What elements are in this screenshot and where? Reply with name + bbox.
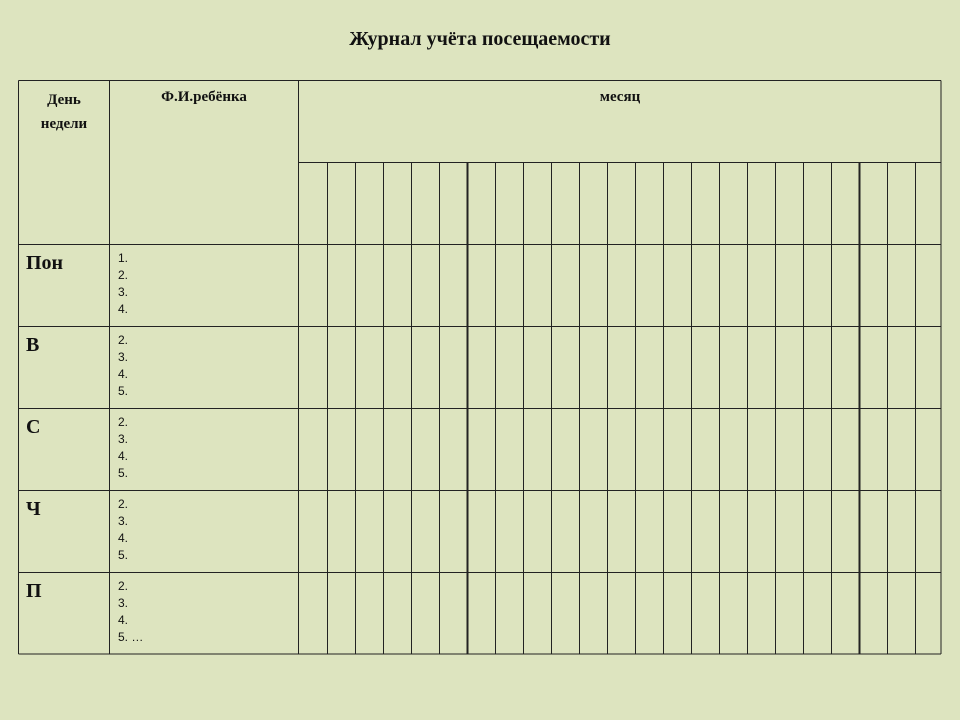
list-item: 2. xyxy=(118,497,129,511)
page-title: Журнал учёта посещаемости xyxy=(349,28,611,50)
row-names-list xyxy=(118,496,128,564)
list-item: 2. xyxy=(118,415,129,429)
table-grid xyxy=(18,80,942,655)
row-names-list xyxy=(118,414,128,482)
header-day-of-week: День недели xyxy=(40,92,88,132)
row-names-list xyxy=(118,332,128,400)
list-item: 5. … xyxy=(118,630,144,644)
attendance-table xyxy=(18,80,942,655)
list-item: 3. xyxy=(118,432,129,446)
row-day-label: Ч xyxy=(26,498,41,520)
list-item: 3. xyxy=(118,350,129,364)
list-item: 5. xyxy=(118,466,129,480)
row-names-list xyxy=(118,578,143,646)
row-day-label: С xyxy=(26,416,41,438)
header-month: месяц xyxy=(599,89,641,105)
list-item: 3. xyxy=(118,514,129,528)
list-item: 3. xyxy=(118,285,129,299)
list-item: 2. xyxy=(118,333,129,347)
row-names-list xyxy=(118,250,128,318)
list-item: 4. xyxy=(118,449,129,463)
list-item: 1. xyxy=(118,251,129,265)
list-item: 5. xyxy=(118,384,129,398)
list-item: 2. xyxy=(118,268,129,282)
list-item: 4. xyxy=(118,531,129,545)
row-day-label: Пон xyxy=(26,252,64,274)
list-item: 4. xyxy=(118,613,129,627)
list-item: 5. xyxy=(118,548,129,562)
row-day-label: В xyxy=(26,334,40,356)
list-item: 4. xyxy=(118,367,129,381)
row-day-label: П xyxy=(26,580,42,602)
list-item: 2. xyxy=(118,579,129,593)
list-item: 3. xyxy=(118,596,129,610)
header-child-name: Ф.И.ребёнка xyxy=(161,89,247,105)
list-item: 4. xyxy=(118,302,129,316)
